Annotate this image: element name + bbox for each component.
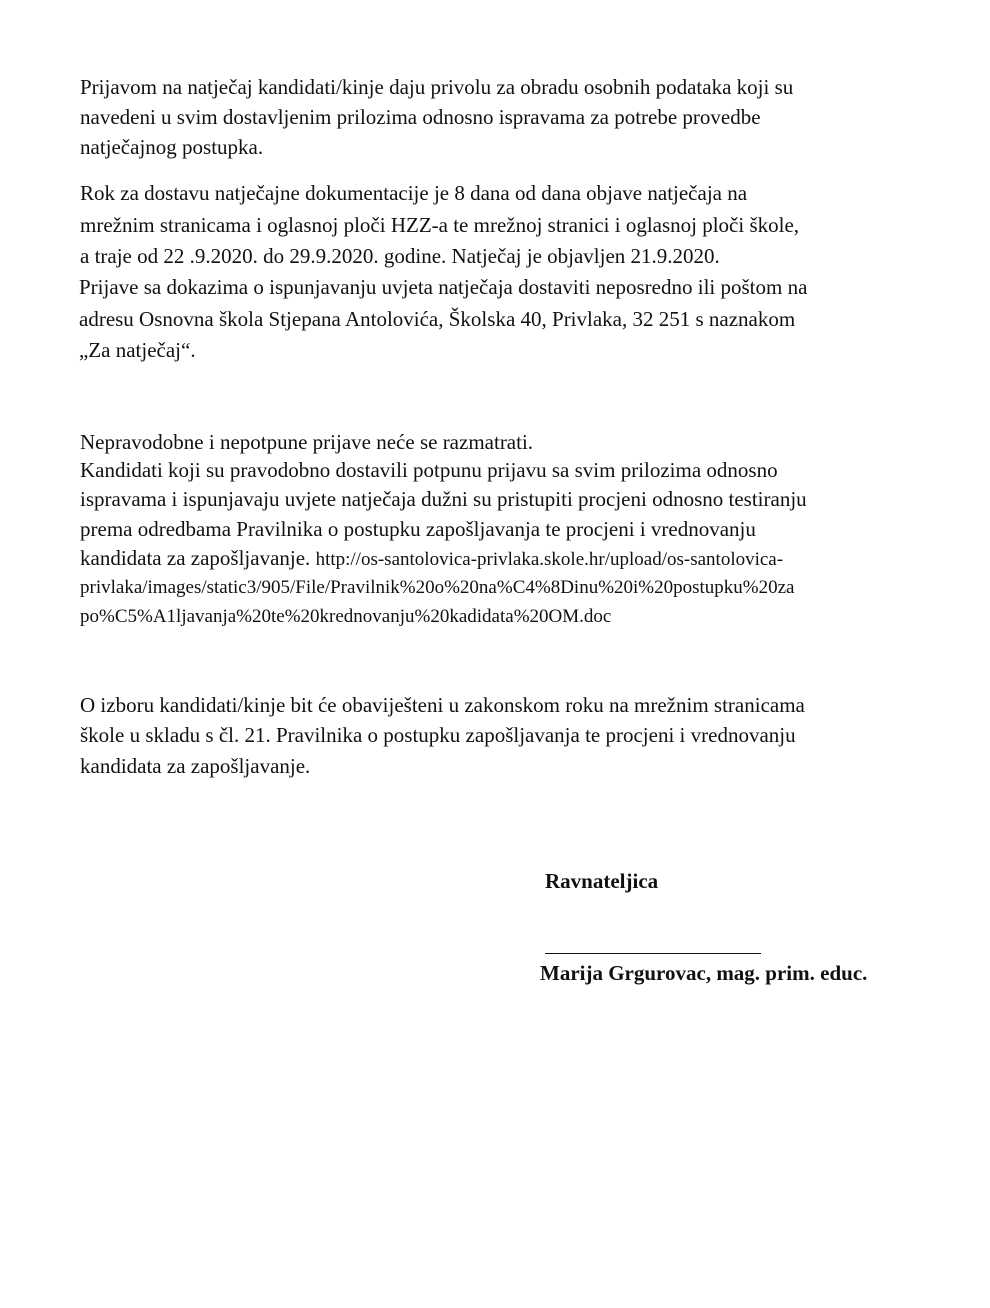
pravilnik-link-part-1[interactable]: http://os-santolovica-privlaka.skole.hr/upload/os-santolovica- [315, 549, 784, 570]
pravilnik-link-part-2[interactable]: privlaka/images/static3/905/File/Pravilnik%20o%20na%C4%8Dinu%20i%20postupku%20za [80, 577, 795, 598]
signature-name: Marija Grgurovac, mag. prim. educ. [540, 961, 868, 985]
paragraph1-line-2: navedeni u svim dostavljenim prilozima odnosno ispravama za potrebe provedbe [80, 105, 761, 129]
paragraph3-line-2: Kandidati koji su pravodobno dostavili potpunu prijavu sa svim prilozima odnosno [80, 458, 778, 482]
pravilnik-link-part-3[interactable]: po%C5%A1ljavanja%20te%20krednovanju%20kadidata%20OM.doc [80, 606, 612, 627]
paragraph3-line-5 [80, 543, 783, 575]
paragraph1-line-3: natječajnog postupka. [80, 135, 264, 159]
paragraph3-line-4: prema odredbama Pravilnika o postupku zapošljavanja te procjeni i vrednovanju [80, 517, 756, 541]
paragraph2-line-4: Prijave sa dokazima o ispunjavanju uvjeta natječaja dostaviti neposredno ili poštom na [79, 275, 808, 299]
paragraph3-line-3: ispravama i ispunjavaju uvjete natječaja dužni su pristupiti procjeni odnosno testiranju [80, 487, 807, 511]
paragraph4-line-1: O izboru kandidati/kinje bit će obaviješteni u zakonskom roku na mrežnim stranicama [80, 693, 805, 717]
paragraph3-line-5-text: kandidata za zapošljavanje. [80, 546, 311, 570]
paragraph1-line-1: Prijavom na natječaj kandidati/kinje daju privolu za obradu osobnih podataka koji su [80, 75, 794, 99]
paragraph3-line-1: Nepravodobne i nepotpune prijave neće se razmatrati. [80, 430, 534, 454]
paragraph4-line-3: kandidata za zapošljavanje. [80, 754, 311, 778]
signature-line [545, 953, 761, 954]
paragraph2-line-5: adresu Osnovna škola Stjepana Antolovića, Školska 40, Privlaka, 32 251 s naznakom [79, 307, 796, 331]
signature-title: Ravnateljica [545, 869, 659, 893]
paragraph2-line-3: a traje od 22 .9.2020. do 29.9.2020. godine. Natječaj je objavljen 21.9.2020. [80, 244, 720, 268]
paragraph2-line-2: mrežnim stranicama i oglasnoj ploči HZZ-a te mrežnoj stranici i oglasnoj ploči škole, [80, 213, 800, 237]
paragraph2-line-1: Rok za dostavu natječajne dokumentacije je 8 dana od dana objave natječaja na [80, 181, 748, 205]
paragraph4-line-2: škole u skladu s čl. 21. Pravilnika o postupku zapošljavanja te procjeni i vrednovanju [80, 723, 796, 747]
paragraph2-line-6: „Za natječaj“. [79, 338, 196, 362]
